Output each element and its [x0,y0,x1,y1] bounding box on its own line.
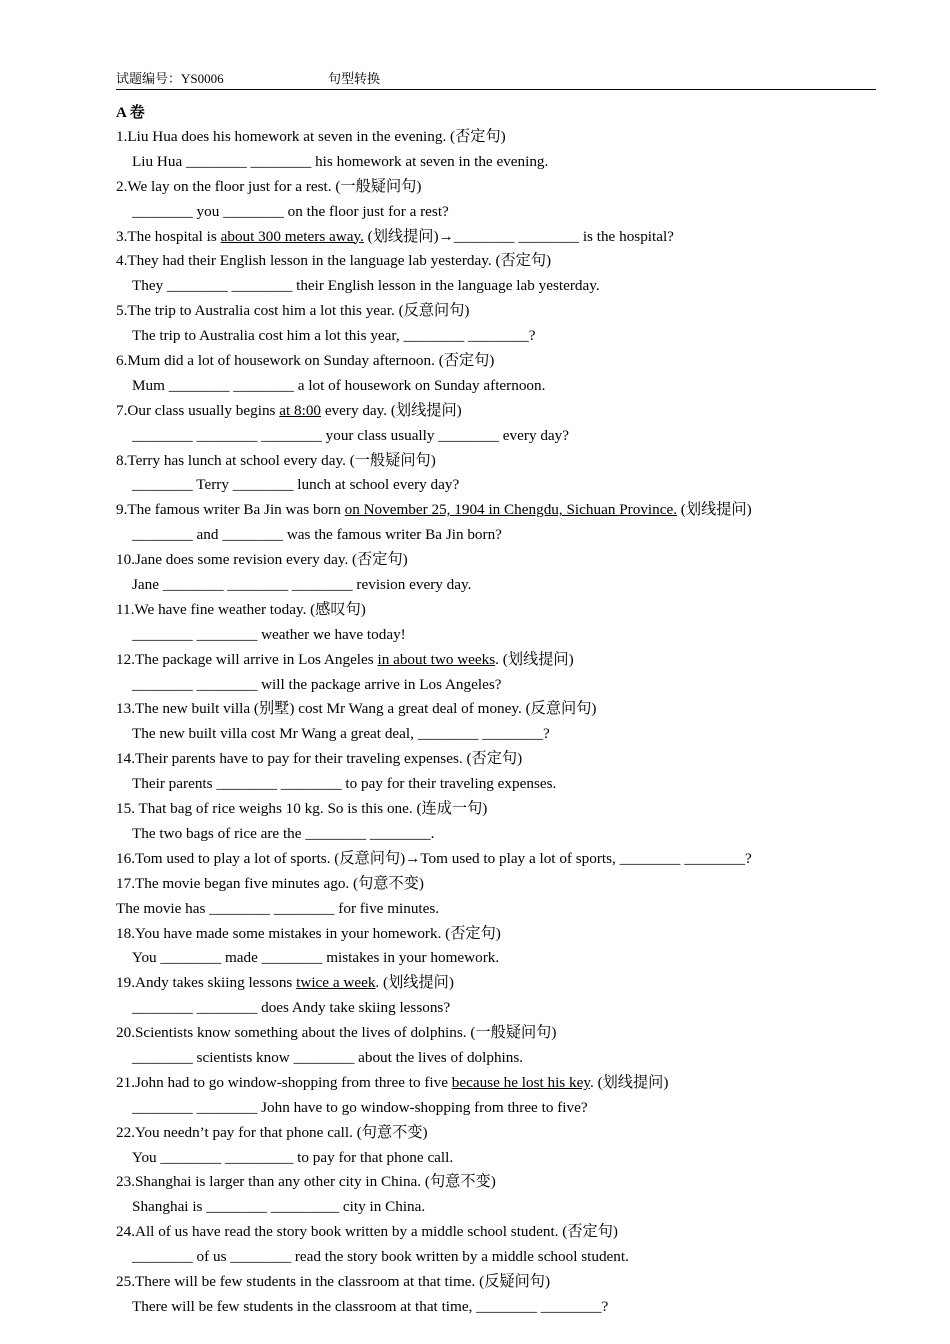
line-text: The new built villa cost Mr Wang a great deal, ________ ________? [132,725,550,743]
line-text: every day. (划线提问) [321,401,462,419]
underlined-phrase: on November 25, 1904 in Chengdu, Sichuan Province. [344,501,677,519]
line-text: ________ ________ will the package arrive in Los Angeles? [132,675,502,693]
answer-line [116,1096,896,1121]
exercise-lines [116,125,896,1320]
line-text: . (划线提问) [375,974,454,992]
line-text: 2.We lay on the floor just for a rest. (一般疑问句) [116,177,422,195]
question-line [116,125,896,150]
underlined-phrase: because he lost his key [451,1073,590,1091]
line-text: 21.John had to go window-shopping from three to five [116,1073,452,1091]
line-text: 6.Mum did a lot of housework on Sunday afternoon. (否定句) [116,352,495,370]
line-text: The two bags of rice are the ________ ________. [132,824,435,842]
answer-line [116,772,896,797]
line-text: 15. That bag of rice weighs 10 kg. So is this one. (连成一句) [116,800,488,818]
line-text: ________ ________ ________ your class usually ________ every day? [132,426,570,444]
line-text: 1.Liu Hua does his homework at seven in the evening. (否定句) [116,128,506,145]
line-text: (划线提问) [677,501,752,519]
line-text: 23.Shanghai is larger than any other city in China. (句意不变) [116,1173,496,1191]
answer-line [116,1195,896,1220]
question-line [116,697,896,722]
line-text: ________ Terry ________ lunch at school every day? [132,476,460,494]
answer-line [116,274,896,299]
line-text: The trip to Australia cost him a lot this year, ________ ________? [132,327,536,345]
question-line [116,1021,896,1046]
question-line [116,249,896,274]
line-text: 25.There will be few students in the classroom at that time. (反疑问句) [116,1272,551,1290]
answer-line [116,1046,896,1071]
line-text: 4.They had their English lesson in the language lab yesterday. (否定句) [116,252,552,270]
line-text: Shanghai is ________ _________ city in China. [132,1198,426,1216]
line-text: ________ scientists know ________ about the lives of dolphins. [132,1048,524,1066]
line-text: Their parents ________ ________ to pay for their traveling expenses. [132,775,557,793]
line-text: 20.Scientists know something about the lives of dolphins. (一般疑问句) [116,1024,557,1042]
line-text: 9.The famous writer Ba Jin was born [116,501,345,519]
section-title: A 卷 [116,105,145,121]
question-code: 试题编号：YS0006 [116,71,224,86]
line-text: 3.The hospital is [116,227,221,245]
question-line [116,498,896,523]
line-text: . (划线提问) [495,650,574,668]
question-line [116,225,896,250]
question-line [116,897,896,922]
line-text: You ________ made ________ mistakes in your homework. [132,949,500,967]
line-text: 13.The new built villa (别墅) cost Mr Wang a great deal of money. (反意问句) [116,700,597,718]
page-header [116,70,876,90]
line-text: ________ you ________ on the floor just for a rest? [132,202,449,220]
answer-line [116,1295,896,1320]
question-line [116,971,896,996]
question-line [116,1071,896,1096]
question-line [116,648,896,673]
answer-line [116,623,896,648]
question-line [116,1220,896,1245]
answer-line [116,996,896,1021]
answer-line [116,1146,896,1171]
answer-line [116,1245,896,1270]
question-line [116,872,896,897]
answer-line [116,822,896,847]
answer-line [116,946,896,971]
answer-line [116,673,896,698]
line-text: ________ of us ________ read the story book written by a middle school student. [132,1248,629,1266]
line-text: (划线提问)→________ ________ is the hospital? [363,227,674,245]
line-text: You ________ _________ to pay for that phone call. [132,1148,454,1166]
answer-line [116,424,896,449]
line-text: 22.You needn’t pay for that phone call. (句意不变) [116,1123,428,1141]
line-text: ________ and ________ was the famous writer Ba Jin born? [132,526,502,544]
line-text: 19.Andy takes skiing lessons [116,974,297,992]
line-text: 14.Their parents have to pay for their traveling expenses. (否定句) [116,750,523,768]
underlined-phrase: twice a week [296,974,376,992]
answer-line [116,573,896,598]
line-text: 18.You have made some mistakes in your homework. (否定句) [116,924,501,942]
question-line [116,1270,896,1295]
line-text: They ________ ________ their English lesson in the language lab yesterday. [132,277,600,295]
line-text: Jane ________ ________ ________ revision every day. [132,576,472,594]
underlined-phrase: at 8:00 [279,401,322,419]
line-text: 10.Jane does some revision every day. (否定句) [116,551,408,569]
question-line [116,175,896,200]
line-text: 24.All of us have read the story book written by a middle school student. (否定句) [116,1223,618,1241]
answer-line [116,324,896,349]
line-text: The movie has ________ ________ for five minutes. [116,899,440,917]
line-text: 16.Tom used to play a lot of sports. (反意问句)→Tom used to play a lot of sports, ________ ________? [116,849,752,867]
answer-line [116,473,896,498]
question-line [116,598,896,623]
line-text: There will be few students in the classroom at that time, ________ ________? [132,1297,609,1315]
line-text: 8.Terry has lunch at school every day. (一般疑问句) [116,451,436,469]
question-line [116,1121,896,1146]
question-line [116,747,896,772]
line-text: ________ ________ does Andy take skiing lessons? [132,999,451,1017]
answer-line [116,523,896,548]
question-line [116,548,896,573]
question-line [116,449,896,474]
underlined-phrase: about 300 meters away. [220,227,364,245]
line-text: 17.The movie began five minutes ago. (句意不变) [116,874,424,892]
line-text: Mum ________ ________ a lot of housework on Sunday afternoon. [132,376,546,394]
answer-line [116,150,896,175]
question-line [116,797,896,822]
line-text: 7.Our class usually begins [116,401,280,419]
line-text: 5.The trip to Australia cost him a lot this year. (反意问句) [116,302,470,320]
question-line [116,299,896,324]
line-text: 11.We have fine weather today. (感叹句) [116,600,366,618]
question-line [116,349,896,374]
question-line [116,847,896,872]
question-type: 句型转换 [328,71,381,86]
answer-line [116,722,896,747]
answer-line [116,374,896,399]
question-line [116,1170,896,1195]
line-text: ________ ________ John have to go window-shopping from three to five? [132,1098,588,1116]
question-line [116,399,896,424]
exercise-body [116,101,896,1320]
line-text: . (划线提问) [589,1073,669,1091]
question-line [116,922,896,947]
line-text: 12.The package will arrive in Los Angeles [116,650,378,668]
answer-line [116,200,896,225]
line-text: Liu Hua ________ ________ his homework at seven in the evening. [132,152,549,170]
underlined-phrase: in about two weeks [377,650,496,668]
line-text: ________ ________ weather we have today! [132,625,406,643]
